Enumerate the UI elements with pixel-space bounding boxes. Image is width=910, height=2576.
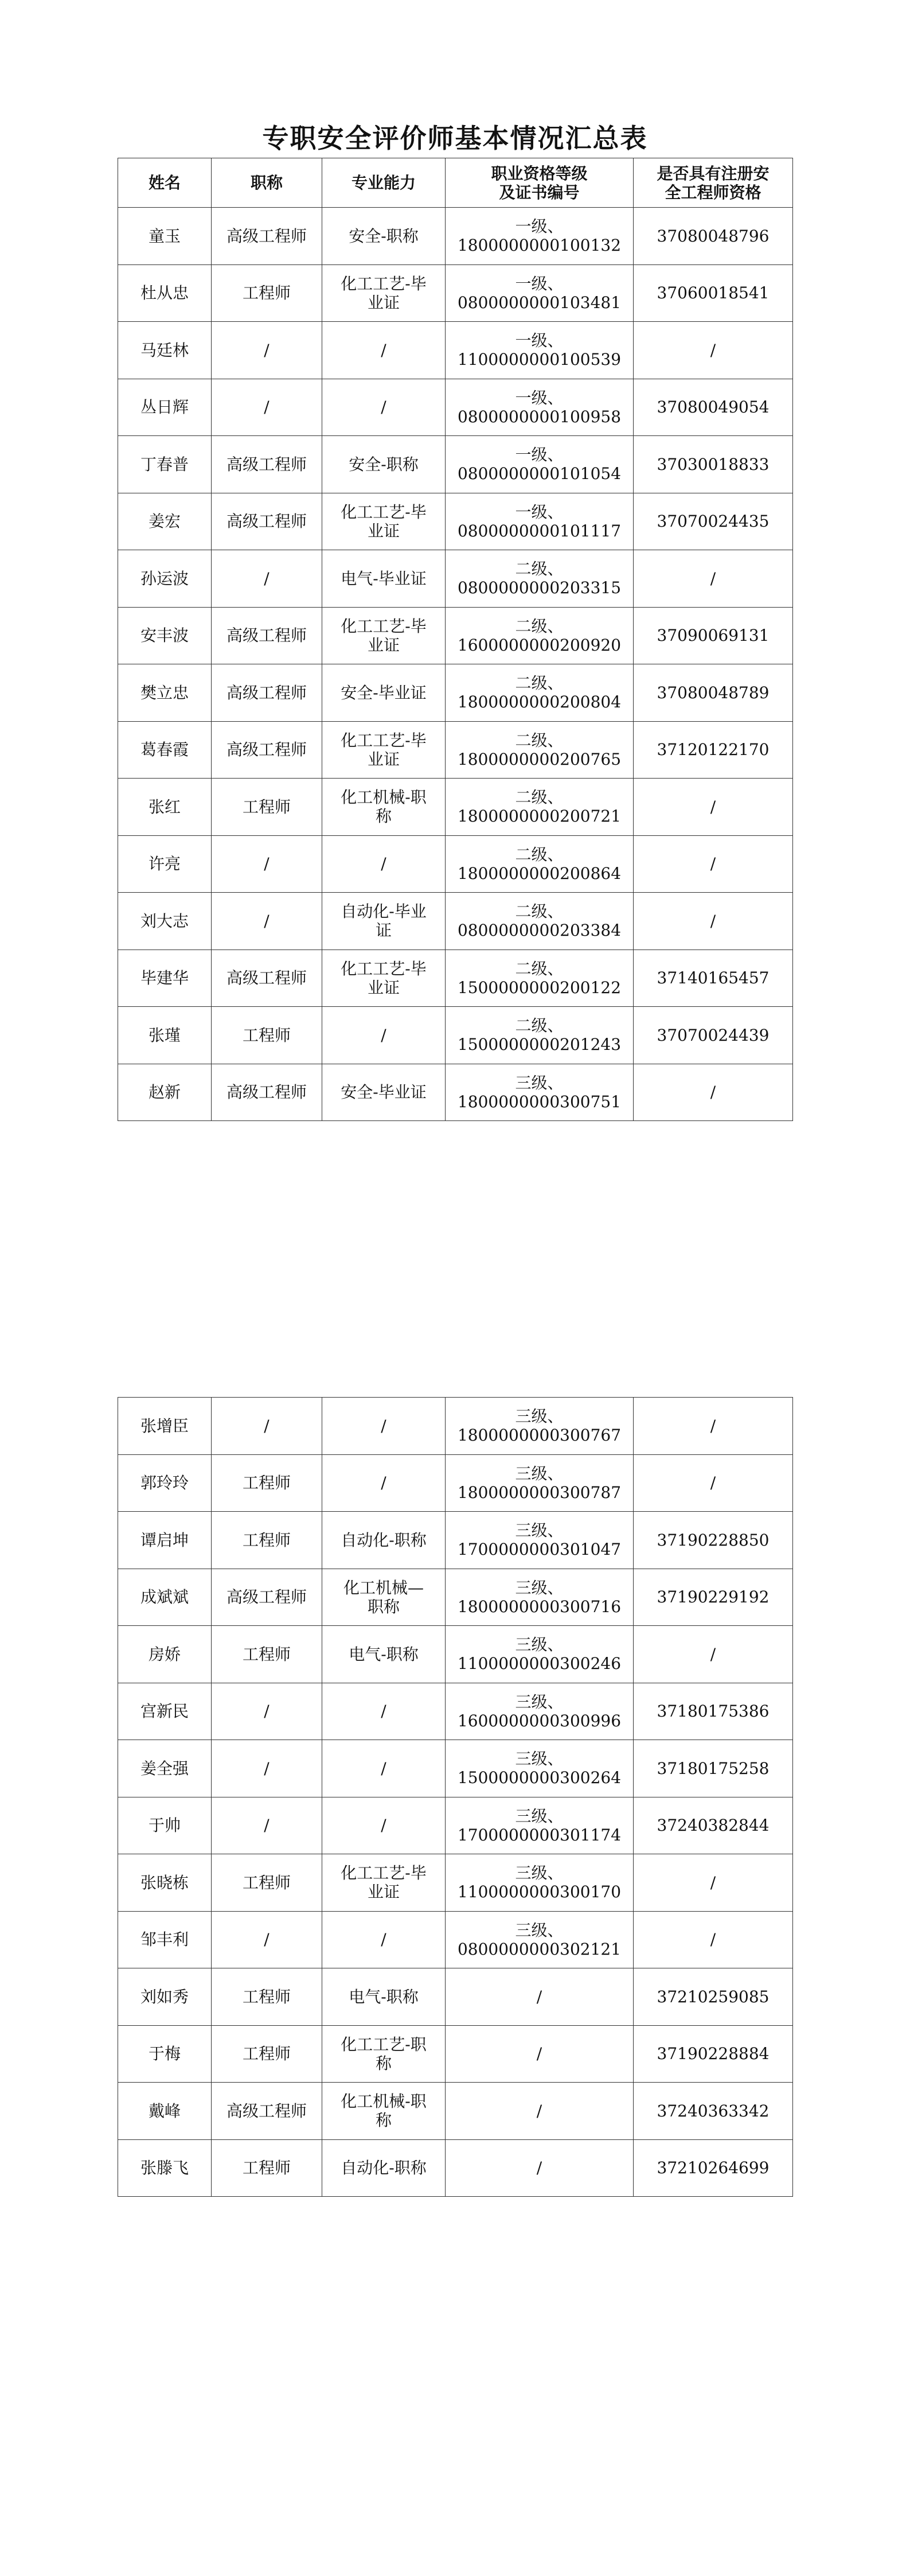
- table-row: [118, 1797, 793, 1854]
- cell-registered: 37070024439: [634, 1007, 793, 1064]
- cell-cert: 三级、 1700000000301047: [446, 1512, 634, 1569]
- table-row: [118, 950, 793, 1007]
- table-row: [118, 264, 793, 322]
- cell-name: 张红: [118, 779, 212, 836]
- cell-registered: 37240363342: [634, 2083, 793, 2140]
- cell-name: 于帅: [118, 1797, 212, 1854]
- cell-registered: 37080048796: [634, 208, 793, 265]
- cell-major: /: [322, 1911, 446, 1968]
- cell-cert: 二级、 1500000000201243: [446, 1007, 634, 1064]
- cell-registered: 37140165457: [634, 950, 793, 1007]
- cell-title: 工程师: [212, 264, 322, 322]
- cell-cert: 二级、 1800000000200804: [446, 664, 634, 722]
- cell-name: 邹丰利: [118, 1911, 212, 1968]
- cell-major: /: [322, 835, 446, 893]
- table-row: [118, 1968, 793, 2026]
- table-row: [118, 1626, 793, 1683]
- cell-title: 工程师: [212, 1968, 322, 2026]
- table-row: [118, 379, 793, 436]
- cell-registered: 37060018541: [634, 264, 793, 322]
- cell-registered: 37210264699: [634, 2139, 793, 2197]
- cell-cert: 三级、 1100000000300246: [446, 1626, 634, 1683]
- cell-registered: /: [634, 1398, 793, 1455]
- table-row: [118, 2139, 793, 2197]
- table-row: [118, 1740, 793, 1797]
- cell-name: 戴峰: [118, 2083, 212, 2140]
- cell-major: 电气-职称: [322, 1968, 446, 2026]
- cell-name: 樊立忠: [118, 664, 212, 722]
- cell-registered: 37030018833: [634, 436, 793, 493]
- cell-name: 张滕飞: [118, 2139, 212, 2197]
- cell-name: 成斌斌: [118, 1569, 212, 1626]
- cell-title: 工程师: [212, 2025, 322, 2083]
- cell-registered: 37240382844: [634, 1797, 793, 1854]
- cell-name: 毕建华: [118, 950, 212, 1007]
- cell-name: 张增臣: [118, 1398, 212, 1455]
- cell-title: 高级工程师: [212, 950, 322, 1007]
- summary-table-part-1: [118, 158, 793, 1121]
- cell-major: /: [322, 1683, 446, 1740]
- cell-cert: 二级、 1800000000200864: [446, 835, 634, 893]
- cell-title: 工程师: [212, 1007, 322, 1064]
- header-cert: 职业资格等级 及证书编号: [446, 158, 634, 208]
- cell-major: 安全-职称: [322, 208, 446, 265]
- cell-name: 刘如秀: [118, 1968, 212, 2026]
- table-row: [118, 1007, 793, 1064]
- cell-cert: 一级、 0800000000100958: [446, 379, 634, 436]
- cell-registered: 37080048789: [634, 664, 793, 722]
- cell-title: /: [212, 1740, 322, 1797]
- cell-name: 姜全强: [118, 1740, 212, 1797]
- cell-title: /: [212, 1398, 322, 1455]
- cell-title: 高级工程师: [212, 2083, 322, 2140]
- cell-title: 工程师: [212, 779, 322, 836]
- table-row: [118, 1454, 793, 1512]
- cell-title: /: [212, 1683, 322, 1740]
- cell-title: 工程师: [212, 1512, 322, 1569]
- cell-registered: /: [634, 893, 793, 950]
- cell-registered: 37080049054: [634, 379, 793, 436]
- cell-registered: /: [634, 1064, 793, 1121]
- cell-cert: 二级、 0800000000203384: [446, 893, 634, 950]
- cell-cert: 三级、 1500000000300264: [446, 1740, 634, 1797]
- header-name: 姓名: [118, 158, 212, 208]
- cell-major: /: [322, 322, 446, 379]
- cell-major: 自动化-职称: [322, 2139, 446, 2197]
- table-row: [118, 664, 793, 722]
- table-row: [118, 893, 793, 950]
- cell-major: /: [322, 379, 446, 436]
- cell-name: 安丰波: [118, 607, 212, 664]
- cell-title: /: [212, 550, 322, 608]
- table-row: [118, 1854, 793, 1912]
- cell-major: 化工工艺-毕 业证: [322, 950, 446, 1007]
- cell-cert: 三级、 0800000000302121: [446, 1911, 634, 1968]
- cell-registered: /: [634, 1454, 793, 1512]
- cell-registered: 37190228850: [634, 1512, 793, 1569]
- cell-cert: 一级、 0800000000103481: [446, 264, 634, 322]
- cell-cert: 二级、 1500000000200122: [446, 950, 634, 1007]
- table-header-row: [118, 158, 793, 208]
- cell-cert: 三级、 1800000000300751: [446, 1064, 634, 1121]
- cell-title: /: [212, 893, 322, 950]
- cell-name: 房娇: [118, 1626, 212, 1683]
- cell-cert: 三级、 1800000000300716: [446, 1569, 634, 1626]
- cell-major: 化工工艺-职 称: [322, 2025, 446, 2083]
- table-row: [118, 208, 793, 265]
- cell-cert: 三级、 1600000000300996: [446, 1683, 634, 1740]
- cell-registered: 37090069131: [634, 607, 793, 664]
- cell-cert: 二级、 0800000000203315: [446, 550, 634, 608]
- cell-major: 化工机械-职 称: [322, 779, 446, 836]
- cell-name: 童玉: [118, 208, 212, 265]
- cell-title: 工程师: [212, 1854, 322, 1912]
- cell-name: 宫新民: [118, 1683, 212, 1740]
- cell-title: 工程师: [212, 1626, 322, 1683]
- table-row: [118, 2083, 793, 2140]
- cell-name: 张瑾: [118, 1007, 212, 1064]
- cell-major: /: [322, 1740, 446, 1797]
- table-row: [118, 721, 793, 779]
- cell-title: /: [212, 1797, 322, 1854]
- cell-title: /: [212, 1911, 322, 1968]
- cell-registered: /: [634, 779, 793, 836]
- cell-registered: /: [634, 835, 793, 893]
- table-row: [118, 1569, 793, 1626]
- table-row: [118, 607, 793, 664]
- cell-major: /: [322, 1797, 446, 1854]
- cell-cert: 三级、 1700000000301174: [446, 1797, 634, 1854]
- cell-title: /: [212, 322, 322, 379]
- cell-cert: /: [446, 2025, 634, 2083]
- cell-major: 化工工艺-毕 业证: [322, 1854, 446, 1912]
- cell-major: 安全-毕业证: [322, 664, 446, 722]
- cell-registered: /: [634, 1854, 793, 1912]
- cell-title: 高级工程师: [212, 664, 322, 722]
- cell-name: 丛日辉: [118, 379, 212, 436]
- cell-title: 高级工程师: [212, 208, 322, 265]
- table-row: [118, 779, 793, 836]
- cell-name: 丁春普: [118, 436, 212, 493]
- table-row: [118, 322, 793, 379]
- table-row: [118, 2025, 793, 2083]
- cell-title: /: [212, 835, 322, 893]
- cell-name: 赵新: [118, 1064, 212, 1121]
- cell-cert: /: [446, 2139, 634, 2197]
- cell-cert: 一级、 1100000000100539: [446, 322, 634, 379]
- cell-registered: 37180175386: [634, 1683, 793, 1740]
- cell-major: 化工工艺-毕 业证: [322, 493, 446, 550]
- cell-major: 自动化-职称: [322, 1512, 446, 1569]
- summary-table-part-2: [118, 1397, 793, 2197]
- cell-registered: 37070024435: [634, 493, 793, 550]
- cell-name: 郭玲玲: [118, 1454, 212, 1512]
- cell-registered: 37210259085: [634, 1968, 793, 2026]
- cell-name: 姜宏: [118, 493, 212, 550]
- cell-cert: 二级、 1800000000200721: [446, 779, 634, 836]
- table-row: [118, 1398, 793, 1455]
- cell-cert: 三级、 1800000000300787: [446, 1454, 634, 1512]
- cell-name: 于梅: [118, 2025, 212, 2083]
- cell-major: /: [322, 1007, 446, 1064]
- cell-major: 化工机械— 职称: [322, 1569, 446, 1626]
- cell-major: 电气-职称: [322, 1626, 446, 1683]
- cell-registered: /: [634, 322, 793, 379]
- table-row: [118, 436, 793, 493]
- cell-registered: /: [634, 1911, 793, 1968]
- cell-registered: 37190229192: [634, 1569, 793, 1626]
- cell-cert: 二级、 1600000000200920: [446, 607, 634, 664]
- cell-name: 谭启坤: [118, 1512, 212, 1569]
- cell-title: 高级工程师: [212, 436, 322, 493]
- cell-major: 安全-毕业证: [322, 1064, 446, 1121]
- cell-major: /: [322, 1454, 446, 1512]
- header-major: 专业能力: [322, 158, 446, 208]
- cell-title: 高级工程师: [212, 607, 322, 664]
- cell-name: 张晓栋: [118, 1854, 212, 1912]
- cell-cert: 三级、 1800000000300767: [446, 1398, 634, 1455]
- cell-registered: /: [634, 1626, 793, 1683]
- cell-registered: /: [634, 550, 793, 608]
- table-row: [118, 1911, 793, 1968]
- cell-name: 杜从忠: [118, 264, 212, 322]
- cell-major: 安全-职称: [322, 436, 446, 493]
- cell-major: 化工工艺-毕 业证: [322, 721, 446, 779]
- cell-major: 化工机械-职 称: [322, 2083, 446, 2140]
- cell-cert: /: [446, 2083, 634, 2140]
- cell-title: 高级工程师: [212, 493, 322, 550]
- cell-registered: 37190228884: [634, 2025, 793, 2083]
- cell-title: 工程师: [212, 2139, 322, 2197]
- document-title: 专职安全评价师基本情况汇总表: [262, 123, 648, 154]
- cell-cert: 一级、 0800000000101117: [446, 493, 634, 550]
- cell-name: 葛春霞: [118, 721, 212, 779]
- cell-cert: 一级、 0800000000101054: [446, 436, 634, 493]
- cell-name: 许亮: [118, 835, 212, 893]
- cell-title: 工程师: [212, 1454, 322, 1512]
- table-row: [118, 550, 793, 608]
- cell-title: /: [212, 379, 322, 436]
- header-registered: 是否具有注册安 全工程师资格: [634, 158, 793, 208]
- cell-major: 化工工艺-毕 业证: [322, 607, 446, 664]
- cell-cert: 一级、 1800000000100132: [446, 208, 634, 265]
- table-row: [118, 1512, 793, 1569]
- cell-title: 高级工程师: [212, 721, 322, 779]
- cell-name: 孙运波: [118, 550, 212, 608]
- cell-name: 刘大志: [118, 893, 212, 950]
- cell-major: /: [322, 1398, 446, 1455]
- cell-major: 自动化-毕业 证: [322, 893, 446, 950]
- cell-registered: 37180175258: [634, 1740, 793, 1797]
- cell-title: 高级工程师: [212, 1064, 322, 1121]
- table-row: [118, 1064, 793, 1121]
- table-row: [118, 493, 793, 550]
- table-row: [118, 835, 793, 893]
- cell-cert: 三级、 1100000000300170: [446, 1854, 634, 1912]
- table-row: [118, 1683, 793, 1740]
- cell-major: 电气-毕业证: [322, 550, 446, 608]
- cell-cert: /: [446, 1968, 634, 2026]
- header-title: 职称: [212, 158, 322, 208]
- cell-cert: 二级、 1800000000200765: [446, 721, 634, 779]
- cell-name: 马廷林: [118, 322, 212, 379]
- cell-title: 高级工程师: [212, 1569, 322, 1626]
- cell-registered: 37120122170: [634, 721, 793, 779]
- cell-major: 化工工艺-毕 业证: [322, 264, 446, 322]
